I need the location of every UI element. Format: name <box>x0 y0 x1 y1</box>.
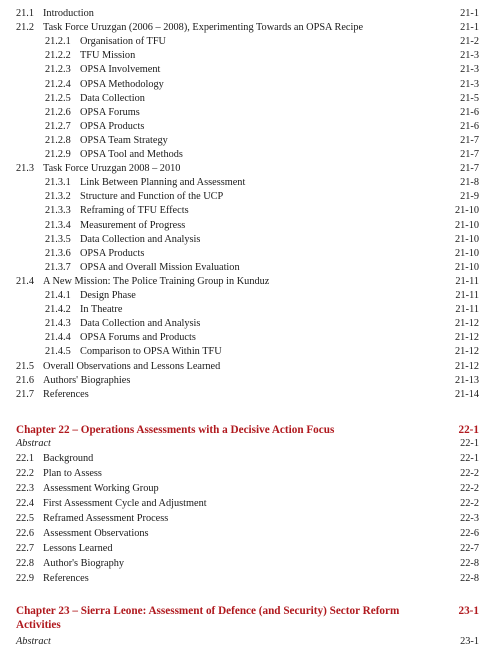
chapter-23-title: Chapter 23 – Sierra Leone: Assessment of Defence (and Security) Sector Reform Activities <box>16 605 400 631</box>
toc-entry-number: 21.3.4 <box>45 220 71 231</box>
toc-entry-number: 22.1 <box>16 453 35 464</box>
toc-entry-title: Assessment Working Group <box>43 483 159 494</box>
toc-entry[interactable] <box>45 233 479 247</box>
toc-entry-number: 21.2 <box>16 22 35 33</box>
toc-entry[interactable] <box>45 204 479 218</box>
toc-entry-title: Reframed Assessment Process <box>43 513 169 524</box>
toc-entry[interactable] <box>16 388 479 402</box>
toc-entry-title: Design Phase <box>80 290 136 301</box>
toc-entry-page: 22-8 <box>460 558 479 569</box>
toc-entry[interactable] <box>16 512 479 526</box>
toc-entry[interactable] <box>45 78 479 92</box>
toc-entry[interactable] <box>45 345 479 359</box>
toc-entry-number: 21.4 <box>16 276 35 287</box>
toc-entry[interactable] <box>45 49 479 63</box>
toc-entry[interactable] <box>45 219 479 233</box>
toc-entry-title: References <box>43 573 89 584</box>
toc-entry[interactable] <box>16 7 479 21</box>
toc-entry[interactable] <box>16 374 479 388</box>
toc-entry[interactable] <box>45 120 479 134</box>
toc-entry[interactable] <box>45 106 479 120</box>
toc-entry-page: 22-7 <box>460 543 479 554</box>
toc-entry-title: References <box>43 389 89 400</box>
toc-entry-number: 21.2.4 <box>45 79 71 90</box>
toc-entry-page: 21-5 <box>460 93 479 104</box>
toc-entry-number: 21.3 <box>16 163 35 174</box>
chapter-23-page: 23-1 <box>458 605 479 617</box>
toc-entry-title: OPSA Forums and Products <box>80 332 196 343</box>
toc-entry-number: 21.3.1 <box>45 177 71 188</box>
toc-entry[interactable] <box>16 452 479 466</box>
toc-entry-page: 21-2 <box>460 36 479 47</box>
toc-entry[interactable] <box>45 303 479 317</box>
toc-entry-number: 21.2.9 <box>45 149 71 160</box>
toc-entry-title: In Theatre <box>80 304 123 315</box>
toc-entry-page: 22-6 <box>460 528 479 539</box>
toc-entry[interactable] <box>16 275 479 289</box>
toc-entry-number: 22.8 <box>16 558 35 569</box>
toc-entry-title: Reframing of TFU Effects <box>80 205 189 216</box>
toc-entry-title: OPSA Methodology <box>80 79 164 90</box>
toc-entry-page: 21-14 <box>454 389 479 400</box>
toc-entry-page: 22-2 <box>460 498 479 509</box>
toc-entry-page: 21-7 <box>460 135 479 146</box>
toc-entry-page: 21-10 <box>454 248 479 259</box>
toc-entry-number: 21.4.3 <box>45 318 71 329</box>
toc-entry[interactable] <box>45 176 479 190</box>
toc-entry-title: OPSA Products <box>80 121 145 132</box>
toc-entry[interactable] <box>16 572 479 586</box>
toc-entry-page: 22-2 <box>460 483 479 494</box>
toc-entry-number: 21.4.5 <box>45 346 71 357</box>
toc-entry[interactable] <box>45 190 479 204</box>
toc-entry-title: Plan to Assess <box>43 468 102 479</box>
toc-entry-page: 21-10 <box>454 262 479 273</box>
toc-entry-number: 21.7 <box>16 389 35 400</box>
toc-entry-title: Organisation of TFU <box>80 36 166 47</box>
toc-entry-title: OPSA Tool and Methods <box>80 149 183 160</box>
toc-entry[interactable] <box>16 21 479 35</box>
toc-entry-page: 21-10 <box>454 205 479 216</box>
toc-entry-title: Author's Biography <box>43 558 125 569</box>
toc-entry-page: 21-1 <box>460 8 479 19</box>
toc-entry[interactable] <box>45 92 479 106</box>
toc-entry[interactable] <box>16 527 479 541</box>
toc-entry-title: Lessons Learned <box>43 543 113 554</box>
toc-entry-page: 21-10 <box>454 220 479 231</box>
chapter-22-abstract[interactable] <box>16 437 479 451</box>
toc-entry[interactable] <box>45 261 479 275</box>
toc-entry-number: 22.5 <box>16 513 35 524</box>
toc-entry-page: 21-10 <box>454 234 479 245</box>
toc-entry-page: 21-3 <box>460 79 479 90</box>
toc-entry-number: 21.2.2 <box>45 50 71 61</box>
toc-entry-number: 22.9 <box>16 573 35 584</box>
toc-entry-title: OPSA Involvement <box>80 64 161 75</box>
toc-entry-number: 21.2.1 <box>45 36 71 47</box>
toc-entry-title: Data Collection <box>80 93 145 104</box>
chapter-22-title: Chapter 22 – Operations Assessments with a Decisive Action Focus <box>16 424 335 436</box>
toc-entry-page: 21-3 <box>460 50 479 61</box>
toc-entry-page: 22-1 <box>460 453 479 464</box>
toc-entry-number: 21.2.6 <box>45 107 71 118</box>
abstract-label: Abstract <box>16 636 51 647</box>
toc-entry-page: 21-6 <box>460 121 479 132</box>
toc-entry-title: Task Force Uruzgan 2008 – 2010 <box>43 163 181 174</box>
toc-entry-title: Overall Observations and Lessons Learned <box>43 361 221 372</box>
toc-entry-page: 21-13 <box>454 375 479 386</box>
toc-entry[interactable] <box>45 148 479 162</box>
toc-entry[interactable] <box>16 542 479 556</box>
toc-entry[interactable] <box>16 162 479 176</box>
toc-entry[interactable] <box>16 467 479 481</box>
toc-entry[interactable] <box>45 35 479 49</box>
toc-entry-title: Assessment Observations <box>43 528 149 539</box>
toc-entry[interactable] <box>16 482 479 496</box>
toc-entry[interactable] <box>16 497 479 511</box>
toc-entry-title: Measurement of Progress <box>80 220 186 231</box>
toc-entry-title: Data Collection and Analysis <box>80 234 201 245</box>
toc-entry-page: 21-8 <box>460 177 479 188</box>
toc-entry[interactable] <box>45 289 479 303</box>
toc-entry-number: 21.4.2 <box>45 304 71 315</box>
toc-entry-title: Authors' Biographies <box>43 375 131 386</box>
toc-entry[interactable] <box>45 247 479 261</box>
toc-entry-page: 21-7 <box>460 149 479 160</box>
toc-entry-title: Introduction <box>43 8 94 19</box>
toc-entry[interactable] <box>45 331 479 345</box>
toc-entry-title: Task Force Uruzgan (2006 – 2008), Experimenting Towards an OPSA Recipe <box>43 22 364 33</box>
toc-entry-title: Data Collection and Analysis <box>80 318 201 329</box>
toc-entry-title: Background <box>43 453 94 464</box>
toc-entry-page: 21-7 <box>460 163 479 174</box>
toc-entry-page: 21-3 <box>460 64 479 75</box>
toc-entry[interactable] <box>45 134 479 148</box>
toc-entry-page: 21-1 <box>460 22 479 33</box>
toc-entry-number: 21.3.7 <box>45 262 71 273</box>
toc-entry-title: A New Mission: The Police Training Group in Kunduz <box>43 276 270 287</box>
toc-entry-page: 21-12 <box>454 346 479 357</box>
toc-entry-number: 21.4.1 <box>45 290 71 301</box>
chapter-23-abstract[interactable] <box>16 635 479 649</box>
toc-entry-number: 22.7 <box>16 543 35 554</box>
toc-entry-page: 22-3 <box>460 513 479 524</box>
toc-entry-number: 21.3.2 <box>45 191 71 202</box>
toc-entry-page: 21-11 <box>455 290 479 301</box>
toc-entry-number: 21.3.5 <box>45 234 71 245</box>
toc-entry-page: 21-11 <box>455 276 479 287</box>
toc-entry-number: 21.1 <box>16 8 35 19</box>
toc-entry-page: 21-9 <box>460 191 479 202</box>
toc-entry-title: TFU Mission <box>80 50 136 61</box>
toc-entry[interactable] <box>45 63 479 77</box>
toc-entry-number: 21.2.3 <box>45 64 71 75</box>
abstract-label: Abstract <box>16 438 51 449</box>
toc-entry-title: Structure and Function of the UCP <box>80 191 224 202</box>
toc-entry-page: 22-8 <box>460 573 479 584</box>
toc-entry-title: Link Between Planning and Assessment <box>80 177 246 188</box>
toc-entry-title: OPSA Products <box>80 248 145 259</box>
toc-entry-number: 21.2.7 <box>45 121 71 132</box>
toc-entry-number: 21.6 <box>16 375 35 386</box>
toc-entry-number: 22.2 <box>16 468 35 479</box>
toc-entry-title: Comparison to OPSA Within TFU <box>80 346 222 357</box>
toc-entry[interactable] <box>45 317 479 331</box>
abstract-page: 22-1 <box>460 438 479 449</box>
toc-entry-page: 21-6 <box>460 107 479 118</box>
toc-entry-title: First Assessment Cycle and Adjustment <box>43 498 207 509</box>
toc-entry-page: 21-11 <box>455 304 479 315</box>
toc-entry-title: OPSA and Overall Mission Evaluation <box>80 262 240 273</box>
toc-entry-number: 21.3.6 <box>45 248 71 259</box>
toc-entry-page: 21-12 <box>454 332 479 343</box>
abstract-page: 23-1 <box>460 636 479 647</box>
toc-entry-title: OPSA Team Strategy <box>80 135 168 146</box>
toc-entry-number: 22.6 <box>16 528 35 539</box>
toc-entry-number: 21.5 <box>16 361 35 372</box>
toc-entry[interactable] <box>16 360 479 374</box>
toc-entry-number: 21.2.8 <box>45 135 71 146</box>
toc-entry-title: OPSA Forums <box>80 107 140 118</box>
toc-entry-page: 21-12 <box>454 361 479 372</box>
toc-entry-number: 22.4 <box>16 498 35 509</box>
chapter-22-page: 22-1 <box>458 424 479 436</box>
toc-entry-number: 21.2.5 <box>45 93 71 104</box>
toc-entry-page: 22-2 <box>460 468 479 479</box>
toc-entry-number: 21.3.3 <box>45 205 71 216</box>
toc-entry-number: 22.3 <box>16 483 35 494</box>
toc-entry-number: 21.4.4 <box>45 332 71 343</box>
toc-entry[interactable] <box>16 557 479 571</box>
toc-entry-page: 21-12 <box>454 318 479 329</box>
